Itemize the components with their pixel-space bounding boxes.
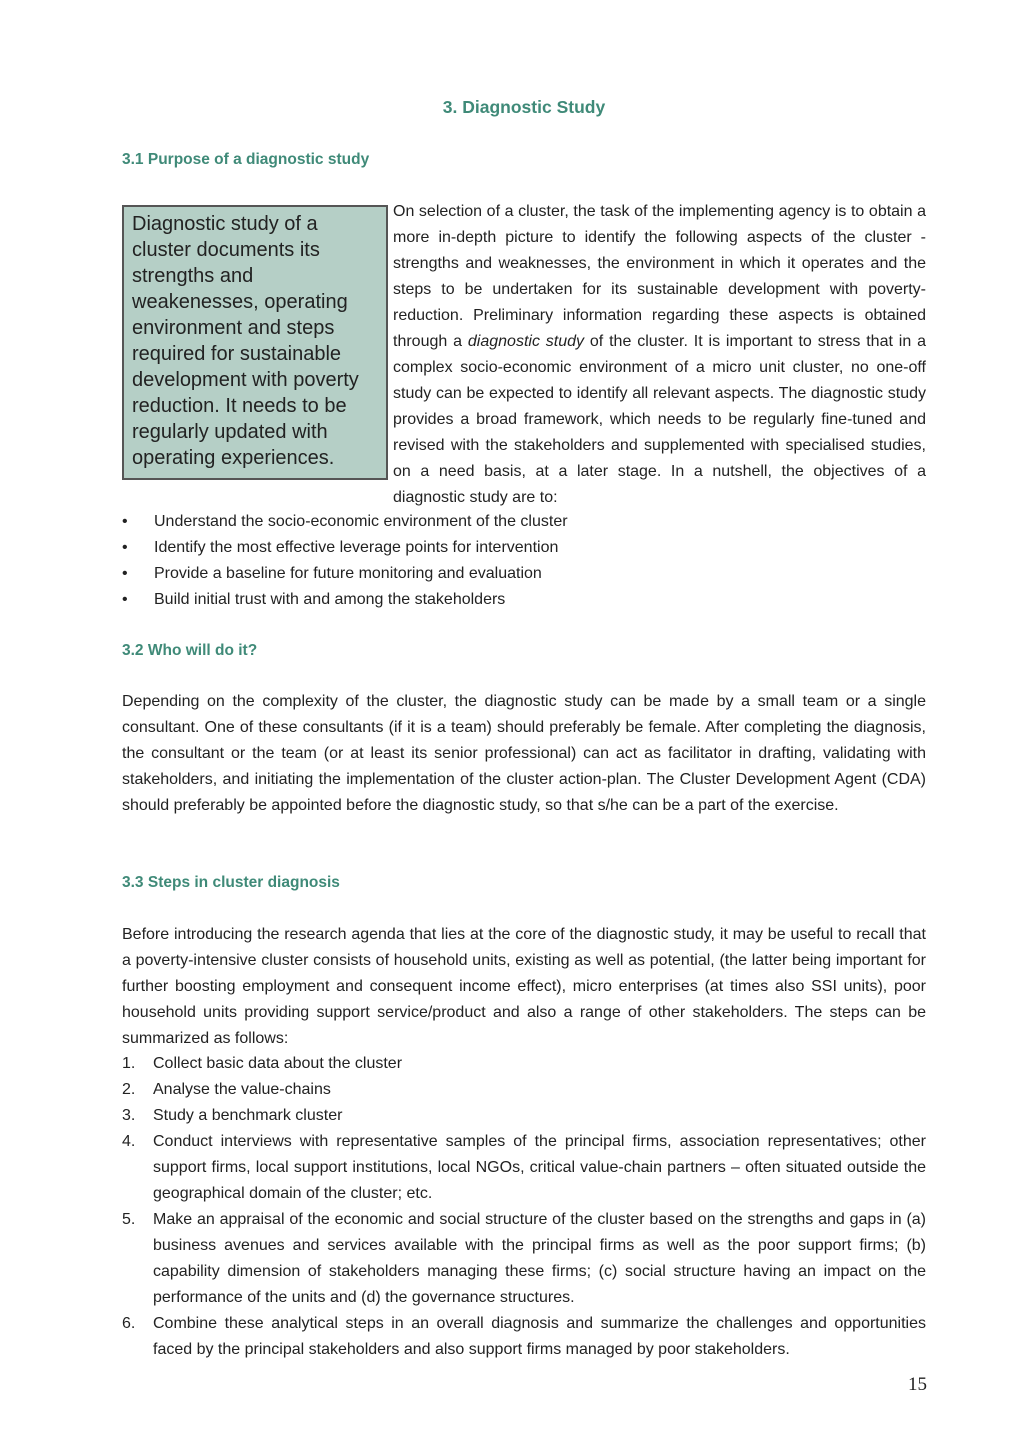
section-heading-3-1: 3.1 Purpose of a diagnostic study	[122, 151, 370, 168]
list-item-text: Build initial trust with and among the stakeholders	[154, 591, 506, 608]
step-text: Collect basic data about the cluster	[153, 1055, 403, 1072]
list-item-text: Provide a baseline for future monitoring and evaluation	[154, 565, 542, 582]
list-item	[122, 1103, 926, 1129]
list-item	[122, 587, 568, 613]
step-text: Combine these analytical steps in an overall diagnosis and summarize the challenges and opportunities faced by the principal stakeholders and also support firms managed by poor stakeholders.	[153, 1315, 926, 1358]
list-item	[122, 1051, 926, 1077]
callout-box: Diagnostic study of a cluster documents its strengths and weakenesses, operating environment and steps required for sustainable development with poverty reduction. It needs to be regularly updated with operating experiences.	[122, 205, 388, 480]
page-number: 15	[908, 1374, 927, 1395]
list-item	[122, 1311, 926, 1363]
bullet-icon: •	[122, 513, 128, 530]
list-item	[122, 1077, 926, 1103]
steps-intro-paragraph: Before introducing the research agenda that lies at the core of the diagnostic study, it may be useful to recall that a poverty-intensive cluster consists of household units, existing as well as potential, (the latter being important for further boosting employment and consequent income effect), micro enterprises (at times also SSI units), poor household units providing support service/product and also a range of other stakeholders. The steps can be summarized as follows:	[122, 926, 926, 1047]
bullet-icon: •	[122, 591, 128, 608]
step-number: 6.	[122, 1315, 136, 1332]
bullet-icon: •	[122, 565, 128, 582]
who-paragraph: Depending on the complexity of the cluster, the diagnostic study can be made by a small team or a single consultant. One of these consultants (if it is a team) should preferably be female. After completing the diagnosis, the consultant or the team (or at least its senior professional) can act as facilitator in drafting, validating with stakeholders, and initiating the implementation of the cluster action-plan. The Cluster Development Agent (CDA) should preferably be appointed before the diagnostic study, so that s/he can be a part of the exercise.	[122, 693, 926, 814]
step-text: Conduct interviews with representative samples of the principal firms, association representatives; other support firms, local support institutions, local NGOs, critical value-chain partners – often situated outside the geographical domain of the cluster; etc.	[153, 1133, 926, 1202]
list-item	[122, 561, 568, 587]
list-item-text: Understand the socio-economic environment of the cluster	[154, 513, 568, 530]
page-title: 3. Diagnostic Study	[442, 97, 606, 117]
list-item	[122, 535, 568, 561]
intro-paragraph	[393, 199, 926, 511]
step-number: 2.	[122, 1081, 136, 1098]
step-text: Analyse the value-chains	[153, 1081, 331, 1098]
objectives-list	[122, 509, 568, 613]
list-item-text: Identify the most effective leverage points for intervention	[154, 539, 559, 556]
step-text: Make an appraisal of the economic and social structure of the cluster based on the strengths and gaps in (a) business avenues and services available with the principal firms as well as the poor support firms; (b) capability dimension of stakeholders managing these firms; (c) social structure having an impact on the performance of the units and (d) the governance structures.	[153, 1211, 926, 1306]
list-item	[122, 509, 568, 535]
step-number: 4.	[122, 1133, 136, 1150]
bullet-icon: •	[122, 539, 128, 556]
section-heading-3-3: 3.3 Steps in cluster diagnosis	[122, 874, 340, 891]
list-item	[122, 1129, 926, 1207]
step-number: 3.	[122, 1107, 136, 1124]
intro-text-start: On selection of a cluster, the task of the implementing agency is to obtain a more in-depth picture to identify the following aspects of the cluster - strengths and weaknesses, the environment in which it operates and the steps to be undertaken for its sustainable development with poverty-reduction. Preliminary information regarding these aspects is obtained through a	[393, 203, 926, 350]
steps-list	[122, 1051, 926, 1363]
intro-text-end: of the cluster. It is important to stress that in a complex socio-economic environment of a micro unit cluster, no one-off study can be expected to identify all relevant aspects. The diagnostic study provides a broad framework, which needs to be regularly fine-tuned and revised with the stakeholders and supplemented with specialised studies, on a need basis, at a later stage. In a nutshell, the objectives of a diagnostic study are to:	[393, 333, 926, 506]
intro-text-italic: diagnostic study	[467, 333, 585, 350]
step-text: Study a benchmark cluster	[153, 1107, 343, 1124]
step-number: 5.	[122, 1211, 136, 1228]
list-item	[122, 1207, 926, 1311]
section-heading-3-2: 3.2 Who will do it?	[122, 642, 258, 659]
step-number: 1.	[122, 1055, 136, 1072]
